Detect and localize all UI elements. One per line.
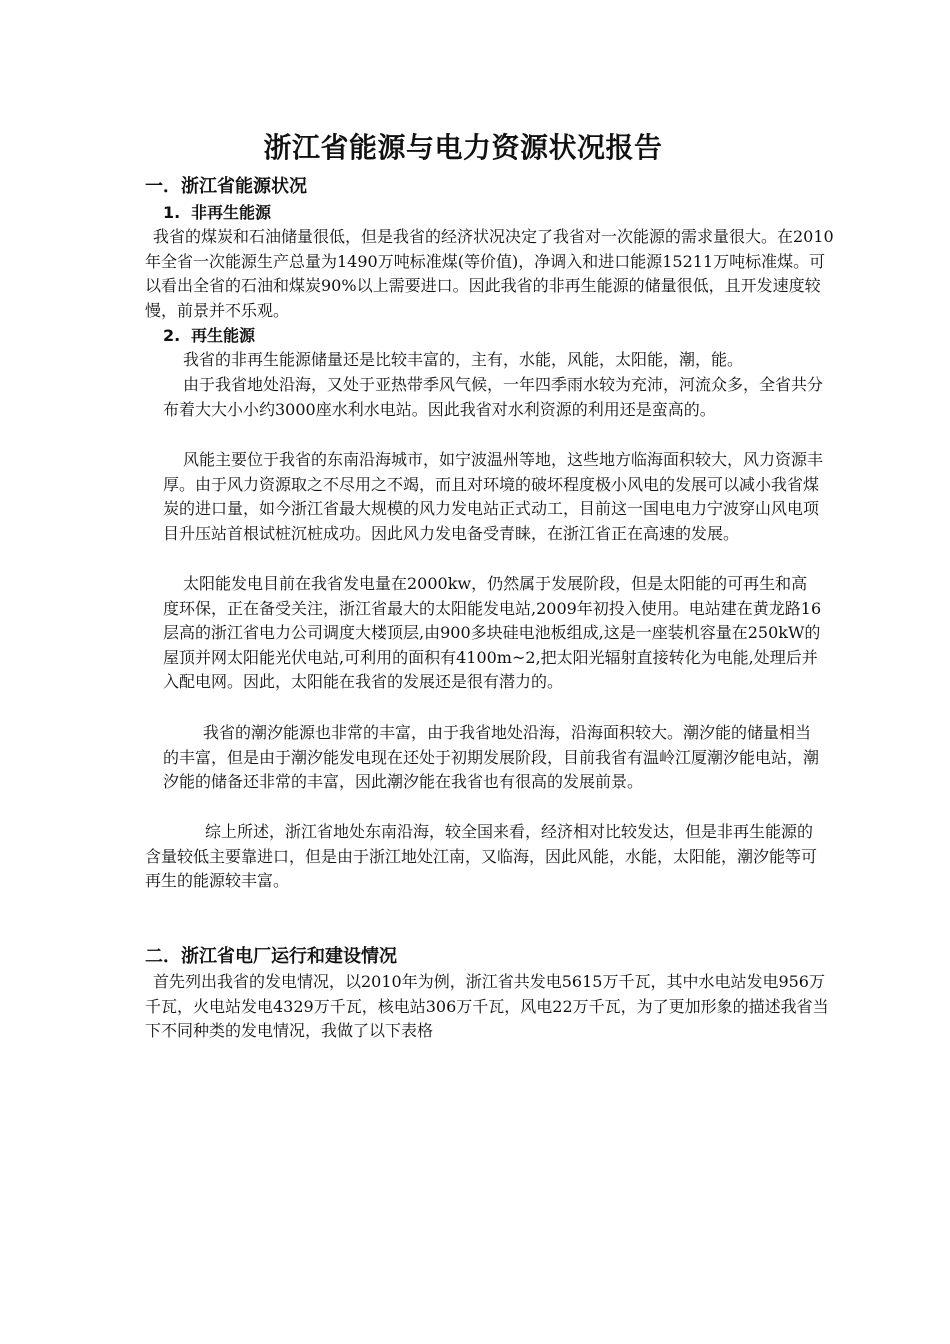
subheading-text: 再生能源 — [191, 326, 256, 345]
subheading-text: 非再生能源 — [191, 203, 272, 222]
section-heading-power-plants: 二．浙江省电厂运行和建设情况 — [145, 946, 397, 967]
paragraph-summary: 综上所述，浙江省地处东南沿海，较全国来看，经济相对比较发达，但是非再生能源的含量较低主要靠进口，但是由于浙江地处江南，又临海，因此风能，水能，太阳能，潮汐能等可再生的能源较丰富。 — [145, 822, 818, 890]
subheading-renewable — [163, 325, 255, 347]
subheading-nonrenewable — [163, 202, 271, 224]
paragraph-hydro: 由于我省地处沿海，又处于亚热带季风气候，一年四季雨水较为充沛，河流众多，全省共分布着大大小小约3000座水利水电站。因此我省对水利资源的利用还是蛮高的。 — [163, 375, 824, 419]
paragraph-solar: 太阳能发电目前在我省发电量在2000kw，仍然属于发展阶段，但是太阳能的可再生和高度环保，正在备受关注，浙江省最大的太阳能发电站,2009年初投入使用。电站建在黄龙路16层高的浙江省电力公司调度大楼顶层,由900多块硅电池板组成,这是一座装机容量在250kW的屋顶并网太阳能光伏电站,可利用的面积有4100m~2,把太阳光辐射直接转化为电能,处理后并入配电网。因此，太阳能在我省的发展还是很有潜力的。 — [163, 574, 822, 691]
subheading-number: 1. — [163, 203, 181, 222]
paragraph-tidal: 我省的潮汐能源也非常的丰富，由于我省地处沿海，沿海面积较大。潮汐能的储量相当的丰富，但是由于潮汐能发电现在还处于初期发展阶段，目前我省有温岭江厦潮汐能电站，潮汐能的储备还非常的丰富，因此潮汐能在我省也有很高的发展前景。 — [163, 723, 820, 791]
paragraph-wind: 风能主要位于我省的东南沿海城市，如宁波温州等地，这些地方临海面积较大，风力资源丰厚。由于风力资源取之不尽用之不竭，而且对环境的破坏程度极小风电的发展可以减小我省煤炭的进口量，如今浙江省最大规模的风力发电站正式动工，目前这一国电电力宁波穿山风电项目升压站首根试桩沉桩成功。因此风力发电备受青睐，在浙江省正在高速的发展。 — [163, 450, 824, 543]
subheading-number: 2. — [163, 326, 181, 345]
paragraph-nonrenewable: 我省的煤炭和石油储量很低，但是我省的经济状况决定了我省对一次能源的需求量很大。在2010年全省一次能源生产总量为1490万吨标准煤(等价值)，净调入和进口能源15211万吨标准煤。可以看出全省的石油和煤炭90%以上需要进口。因此我省的非再生能源的储量很低，且开发速度较慢，前景并不乐观。 — [145, 227, 834, 320]
paragraph-power-generation: 首先列出我省的发电情况，以2010年为例，浙江省共发电5615万千瓦，其中水电站发电956万千瓦，火电站发电4329万千瓦，核电站306万千瓦，风电22万千瓦，为了更加形象的描述我省当下不同种类的发电情况，我做了以下表格 — [145, 972, 829, 1040]
document-title: 浙江省能源与电力资源状况报告 — [263, 131, 663, 164]
paragraph-renewable-intro: 我省的非再生能源储量还是比较丰富的，主有，水能，风能，太阳能，潮，能。 — [183, 350, 744, 369]
section-heading-energy-status: 一．浙江省能源状况 — [145, 176, 307, 197]
